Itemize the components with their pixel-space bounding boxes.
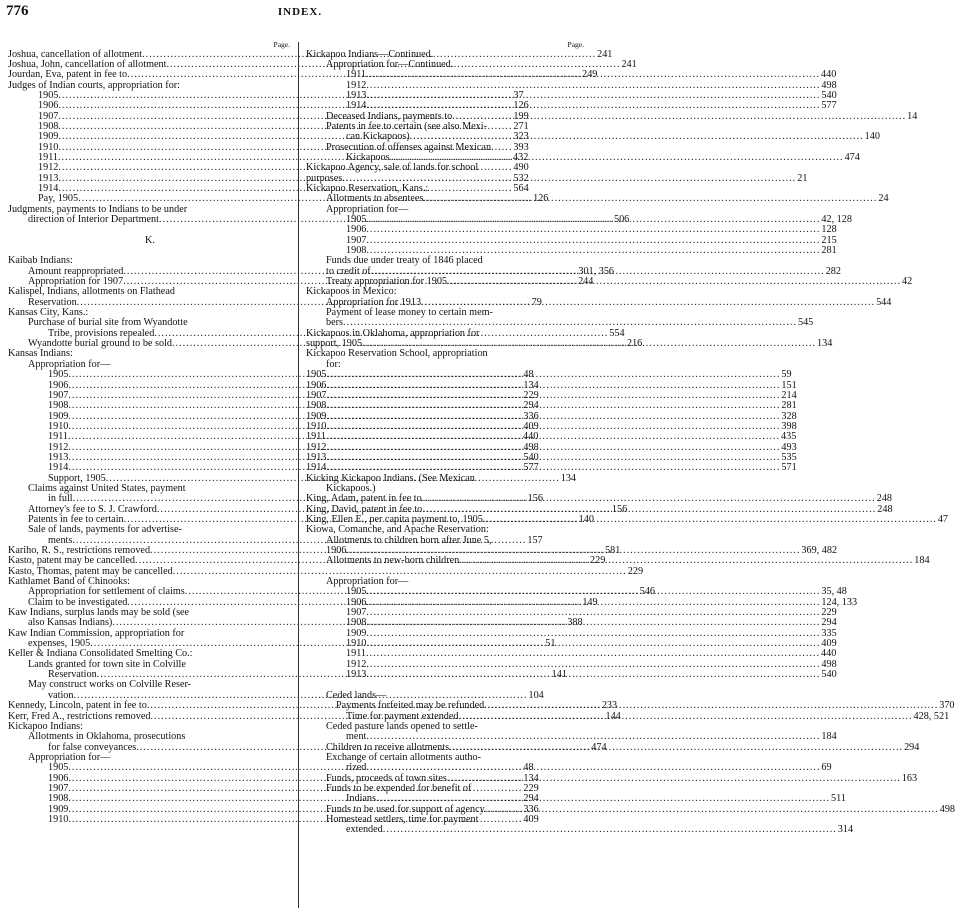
entry-text: Kariho, R. S., restrictions removed: [8, 545, 151, 556]
entry-text: 1907: [48, 389, 69, 401]
entry-text: Prosecution of offenses against Mexican: [326, 141, 492, 153]
entry-text: 1905: [48, 369, 69, 381]
entry-page: 241: [621, 58, 637, 70]
entry-text: Kaw Indian Commission, appropriation for: [8, 627, 185, 639]
index-entry: [306, 824, 854, 836]
dot-leader: [452, 112, 906, 122]
entry-page: 294: [904, 741, 920, 753]
entry-page: 498: [939, 803, 955, 815]
entry-text: Support, 1905: [48, 472, 106, 484]
index-entry: [306, 731, 837, 743]
entry-text: rized: [346, 762, 367, 774]
entry-text: Funds due under treaty of 1846 placed: [326, 255, 483, 267]
entry-text: 1906: [48, 772, 69, 784]
entry-text: Funds, proceeds of town sites: [326, 772, 447, 784]
entry-text: 1914: [38, 182, 59, 194]
entry-text: King, Ellen E., per capita payment to, 1905: [306, 513, 483, 525]
entry-text: 1909: [306, 410, 327, 422]
entry-page: 398: [781, 420, 797, 432]
entry-text: for:: [326, 358, 341, 370]
entry-page: 294: [523, 793, 539, 805]
dot-leader: [326, 370, 780, 380]
entry-text: 1905: [346, 586, 367, 598]
entry-page: 14: [907, 110, 918, 122]
entry-text: 1906: [38, 100, 59, 112]
entry-text: 1912: [346, 658, 367, 670]
entry-text: Kickapoos in Oklahoma, appropriation for: [306, 327, 480, 339]
entry-page: 546: [639, 586, 656, 598]
entry-page: 126: [533, 193, 549, 205]
entry-text: 1906: [346, 224, 367, 236]
entry-text: Kickapoo Reservation School, appropriation: [306, 348, 488, 360]
index-entry: [306, 762, 832, 774]
entry-text: Kickapoo Reservation, Kans.:: [306, 182, 429, 194]
entry-page: 474: [844, 151, 860, 163]
entry-text: Jourdan, Eva, patent in fee to: [8, 69, 128, 81]
index-entry: [306, 669, 837, 681]
entry-text: Kaw Indians, surplus lands may be sold (see: [8, 607, 190, 619]
dot-leader: [326, 432, 780, 442]
entry-page: 229: [523, 389, 539, 401]
entry-text: Deceased Indians, payments to: [326, 110, 453, 122]
entry-page: 184: [821, 731, 837, 743]
entry-page: 498: [821, 658, 837, 670]
entry-page: 282: [825, 265, 841, 277]
entry-text: Kansas Indians:: [8, 348, 73, 360]
index-entry: [8, 369, 534, 381]
dot-leader: [366, 732, 820, 742]
entry-text: to credit of: [326, 265, 371, 277]
entry-page: 124, 133: [821, 596, 858, 608]
entry-page: 37: [513, 89, 524, 101]
entry-text: Appropriation for—: [28, 751, 111, 763]
entry-text: 1913: [306, 451, 327, 463]
entry-page: 24: [878, 193, 889, 205]
entry-text: King, David, patent in fee to: [306, 503, 423, 515]
entry-text: Kaibab Indians:: [8, 255, 73, 267]
entry-page: 335: [821, 627, 837, 639]
entry-text: 1905: [48, 762, 69, 774]
entry-page: 581: [605, 545, 621, 556]
entry-text: Judges of Indian courts, appropriation for:: [8, 79, 181, 91]
entry-page: 432: [513, 151, 529, 163]
entry-text: May construct works on Colville Reser-: [28, 679, 192, 691]
entry-text: Appropriation for settlement of claims: [28, 586, 185, 598]
entry-page: 69: [821, 762, 832, 774]
entry-page: 128: [821, 224, 837, 236]
entry-text: bers: [326, 317, 343, 329]
entry-page: 540: [821, 669, 837, 681]
entry-page: 577: [821, 100, 837, 112]
entry-page: 577: [523, 462, 539, 474]
entry-page: 540: [523, 451, 539, 463]
entry-text: 1910: [38, 141, 59, 153]
entry-text: Payment of lease money to certain mem-: [326, 307, 493, 319]
entry-page: 35, 48: [821, 586, 847, 598]
entry-text: 1910: [48, 420, 69, 432]
column-divider: [298, 42, 299, 908]
entry-page: 336: [523, 803, 539, 815]
entry-page: 134: [817, 338, 833, 350]
entry-text: Kickapoos.): [326, 482, 376, 494]
entry-text: Payments forfeited may be refunded: [336, 700, 485, 712]
entry-page: 104: [528, 689, 544, 701]
index-entry: [8, 400, 539, 412]
entry-page: 233: [601, 700, 618, 712]
entry-page: 157: [527, 534, 543, 546]
entry-text: 1908: [346, 245, 367, 257]
entry-text: 1913: [346, 89, 367, 101]
index-entry: [306, 100, 837, 112]
entry-text: 1912: [306, 441, 327, 453]
dot-leader: [484, 701, 938, 711]
entry-text: Funds to be expended for benefit of: [326, 782, 472, 794]
entry-text: Patents in fee to certain: [28, 513, 124, 525]
entry-text: 1907: [346, 607, 367, 619]
entry-text: Pay, 1905: [38, 193, 79, 205]
entry-page: 134: [523, 772, 539, 784]
entry-text: 1911: [38, 151, 58, 163]
entry-text: Judgments, payments to Indians to be under: [8, 203, 188, 215]
entry-page: 47: [937, 513, 949, 525]
entry-text: 1913: [38, 172, 59, 184]
entry-page: 79: [531, 296, 542, 308]
entry-page: 281: [781, 400, 797, 412]
entry-text: 1907: [48, 782, 69, 794]
dot-leader: [423, 194, 877, 204]
entry-text: ment: [346, 731, 367, 743]
entry-page: 370: [939, 700, 955, 712]
page-column-label: Page.: [273, 40, 290, 49]
entry-text: Kiowa, Comanche, and Apache Reservation:: [306, 524, 489, 536]
entry-page: 156: [527, 493, 543, 505]
entry-text: Appropriation for—: [326, 203, 409, 215]
entry-page: 511: [831, 793, 846, 805]
entry-text: 1910: [48, 813, 69, 825]
entry-text: 1911: [306, 431, 326, 443]
entry-page: 314: [837, 824, 854, 836]
entry-text: 1906: [346, 596, 367, 608]
entry-text: 1908: [346, 617, 367, 629]
entry-text: Attorney's fee to S. J. Crawford: [28, 503, 157, 515]
entry-page: 248: [876, 493, 892, 505]
entry-text: 1907: [38, 110, 59, 122]
entry-text: Kickapoos in Mexico:: [306, 286, 397, 298]
entry-page: 554: [609, 327, 625, 339]
entry-text: Funds to be used for support of agency: [326, 803, 485, 815]
page-column-label: Page.: [567, 40, 584, 49]
entry-page: 498: [821, 79, 837, 91]
entry-text: 1914: [346, 100, 367, 112]
entry-page: 301, 356: [578, 265, 614, 277]
entry-text: Allotments to new-born children: [326, 555, 460, 567]
entry-page: 323: [513, 131, 529, 143]
entry-text: Indians: [346, 793, 376, 805]
entry-text: 1913: [346, 669, 367, 681]
entry-text: Sale of lands, payments for advertise-: [28, 524, 182, 536]
entry-text: 1911: [346, 69, 366, 81]
entry-text: Kasto, patent may be cancelled: [8, 555, 136, 567]
entry-text: K.: [145, 234, 155, 246]
entry-text: Lands granted for town site in Colville: [28, 658, 186, 670]
entry-page: 229: [590, 555, 606, 567]
entry-page: 409: [821, 638, 837, 650]
entry-text: Claim to be investigated: [28, 596, 128, 608]
entry-page: 244: [578, 276, 594, 288]
entry-page: 59: [781, 369, 792, 381]
entry-text: support, 1905: [306, 338, 363, 350]
entry-text: vation: [48, 689, 74, 701]
entry-text: Kansas City, Kans.:: [8, 307, 89, 319]
entry-text: Ceded lands—: [326, 689, 387, 701]
entry-page: 248: [877, 503, 893, 515]
entry-page: 48: [523, 369, 534, 381]
entry-page: 388: [567, 617, 583, 629]
entry-page: 144: [605, 710, 621, 722]
entry-text: Kasto, Thomas, patent may be cancelled: [8, 565, 173, 577]
entry-text: 1910: [306, 420, 327, 432]
dot-leader: [447, 774, 901, 784]
entry-text: 1914: [48, 462, 69, 474]
entry-page: 42, 128: [821, 214, 852, 225]
entry-text: 1907: [306, 389, 327, 401]
entry-page: 409: [523, 420, 539, 432]
entry-text: Kerr, Fred A., restrictions removed: [8, 710, 151, 722]
entry-page: 435: [781, 431, 797, 443]
entry-text: 1908: [38, 120, 59, 132]
index-entry: [306, 369, 792, 381]
entry-text: Purchase of burial site from Wyandotte: [28, 317, 188, 329]
entry-text: 1912: [346, 79, 367, 91]
entry-text: Treaty appropriation for 1905: [326, 276, 448, 288]
entry-page: 440: [821, 648, 837, 660]
entry-text: 1910: [346, 638, 367, 650]
entry-page: 369, 482: [801, 545, 838, 556]
entry-text: Appropriation for—: [28, 358, 111, 370]
entry-text: Children to receive allotments: [326, 741, 450, 753]
entry-text: 1908: [48, 400, 69, 412]
index-entry: [8, 236, 292, 246]
entry-text: can Kickapoos): [346, 131, 410, 143]
entry-page: 428, 521: [913, 710, 950, 722]
entry-text: Reservation: [48, 669, 97, 681]
entry-text: extended: [346, 824, 383, 836]
entry-page: 545: [797, 317, 814, 329]
entry-text: Amount reappropriated: [28, 265, 124, 277]
entry-page: 493: [781, 441, 797, 453]
dot-leader: [366, 70, 820, 80]
entry-text: 1909: [48, 803, 69, 815]
page-number: 776: [6, 3, 29, 19]
entry-text: 1906: [48, 379, 69, 391]
entry-text: 1906: [326, 545, 347, 556]
entry-text: Kickapoo Agency, sale of lands for school: [306, 162, 479, 174]
entry-page: 134: [523, 379, 539, 391]
index-entry: [306, 349, 586, 359]
entry-text: Appropriation for 1907: [28, 276, 124, 288]
entry-text: Kalispel, Indians, allotments on Flathead: [8, 286, 175, 298]
entry-page: 506: [613, 214, 630, 225]
entry-text: 1905: [38, 89, 59, 101]
entry-page: 294: [821, 617, 837, 629]
entry-page: 498: [523, 441, 539, 453]
entry-page: 440: [821, 69, 837, 81]
entry-text: Reservation: [28, 296, 77, 308]
entry-page: 440: [523, 431, 539, 443]
entry-text: Kicking Kickapoo Indians. (See Mexican: [306, 472, 475, 484]
dot-leader: [459, 556, 913, 566]
entry-text: Patents in fee to certain (see also Mexi-: [326, 120, 487, 132]
entry-text: Allotments to absentees: [326, 193, 424, 205]
entry-text: Homestead settlers, time for payment: [326, 813, 479, 825]
entry-page: 328: [781, 410, 797, 422]
entry-text: for false conveyances: [48, 741, 137, 753]
page-title: INDEX.: [277, 6, 323, 18]
entry-text: 1905: [306, 369, 327, 381]
dot-leader: [449, 743, 903, 753]
entry-page: 271: [513, 120, 529, 132]
entry-page: 544: [876, 296, 892, 308]
dot-leader: [483, 515, 937, 525]
entry-page: 42: [902, 276, 913, 288]
page-header: [0, 0, 600, 24]
entry-page: 564: [513, 182, 529, 194]
entry-page: 393: [513, 141, 529, 153]
entry-page: 249: [582, 69, 598, 81]
entry-text: 1908: [306, 400, 327, 412]
entry-text: 1908: [48, 793, 69, 805]
entry-text: 1909: [38, 131, 59, 143]
index-entry: [8, 431, 539, 443]
entry-text: Wyandotte burial ground to be sold: [28, 338, 172, 350]
dot-leader: [366, 101, 820, 111]
entry-text: ments: [48, 534, 73, 546]
entry-page: 336: [523, 410, 539, 422]
index-entry: [8, 732, 292, 742]
entry-text: in full: [48, 493, 73, 505]
entry-text: Keller & Indiana Consolidated Smelting Co.:: [8, 648, 193, 660]
entry-page: 214: [781, 389, 797, 401]
dot-leader: [366, 670, 820, 680]
entry-text: purposes: [306, 172, 343, 184]
entry-text: 1909: [48, 410, 69, 422]
entry-text: Kennedy, Lincoln, patent in fee to: [8, 700, 147, 712]
entry-text: 1911: [48, 431, 68, 443]
entry-text: 1906: [306, 379, 327, 391]
dot-leader: [383, 825, 837, 835]
entry-page: 21: [797, 172, 808, 184]
entry-page: 141: [551, 669, 567, 681]
entry-page: 151: [781, 379, 797, 391]
dot-leader: [366, 763, 820, 773]
entry-page: 156: [611, 503, 628, 515]
entry-page: 229: [821, 607, 837, 619]
entry-page: 149: [582, 596, 598, 608]
entry-text: Claims against United States, payment: [28, 482, 186, 494]
entry-text: 1912: [38, 162, 59, 174]
dot-leader: [459, 712, 913, 722]
entry-page: 241: [597, 48, 613, 60]
entry-text: direction of Interior Department: [28, 214, 159, 225]
entry-text: Kathlamet Band of Chinooks:: [8, 576, 130, 588]
entry-text: Joshua, John, cancellation of allotment: [8, 58, 167, 70]
entry-text: 1913: [48, 451, 69, 463]
entry-text: 1912: [48, 441, 69, 453]
entry-text: Exchange of certain allotments autho-: [326, 751, 482, 763]
entry-page: 571: [781, 462, 797, 474]
entry-text: 1911: [346, 648, 366, 660]
entry-text: 1909: [346, 627, 367, 639]
entry-text: 1914: [306, 462, 327, 474]
entry-page: 281: [821, 245, 837, 257]
entry-text: Tribe, provisions repealed: [48, 327, 155, 339]
entry-page: 540: [821, 89, 837, 101]
entry-page: 409: [523, 813, 539, 825]
entry-page: 199: [513, 110, 529, 122]
entry-page: 490: [513, 162, 529, 174]
index-entry: [306, 400, 797, 412]
entry-page: 140: [864, 131, 880, 143]
entry-page: 140: [578, 513, 594, 525]
entry-text: Time for payment extended: [346, 710, 459, 722]
entry-page: 215: [821, 234, 837, 246]
dot-leader: [447, 277, 901, 287]
entry-text: Allotments to children born after June 5,: [326, 534, 492, 546]
entry-page: 216: [626, 338, 643, 350]
entry-text: Allotments in Oklahoma, prosecutions: [28, 731, 186, 743]
index-entry: [306, 431, 797, 443]
entry-text: Appropriation for—Continued.: [326, 58, 454, 70]
entry-page: 294: [523, 400, 539, 412]
entry-page: 229: [627, 565, 644, 577]
entry-text: Joshua, cancellation of allotment: [8, 48, 143, 60]
entry-text: Ceded pasture lands opened to settle-: [326, 720, 478, 732]
entry-text: Appropriation for 1913: [326, 296, 422, 308]
dot-leader: [326, 401, 780, 411]
entry-text: 1905: [346, 214, 367, 225]
entry-page: 535: [781, 451, 797, 463]
entry-text: 1907: [346, 234, 367, 246]
entry-page: 134: [560, 472, 577, 484]
entry-text: King, Adam, patent in fee to: [306, 493, 422, 505]
entry-page: 474: [591, 741, 607, 753]
entry-page: 48: [523, 762, 534, 774]
entry-page: 51: [545, 638, 556, 650]
entry-page: 229: [523, 782, 539, 794]
entry-text: Kickapoos: [346, 151, 390, 163]
entry-text: Kickapoo Indians—Continued.: [306, 48, 434, 60]
entry-page: 163: [901, 772, 918, 784]
entry-text: also Kansas Indians): [28, 617, 113, 629]
entry-page: 184: [914, 555, 930, 567]
dot-leader: [485, 805, 939, 815]
entry-page: 126: [513, 100, 529, 112]
entry-text: Appropriation for—: [326, 576, 409, 588]
entry-page: 532: [513, 172, 529, 184]
entry-text: expenses, 1905: [28, 638, 91, 650]
entry-text: Kickapoo Indians:: [8, 720, 83, 732]
